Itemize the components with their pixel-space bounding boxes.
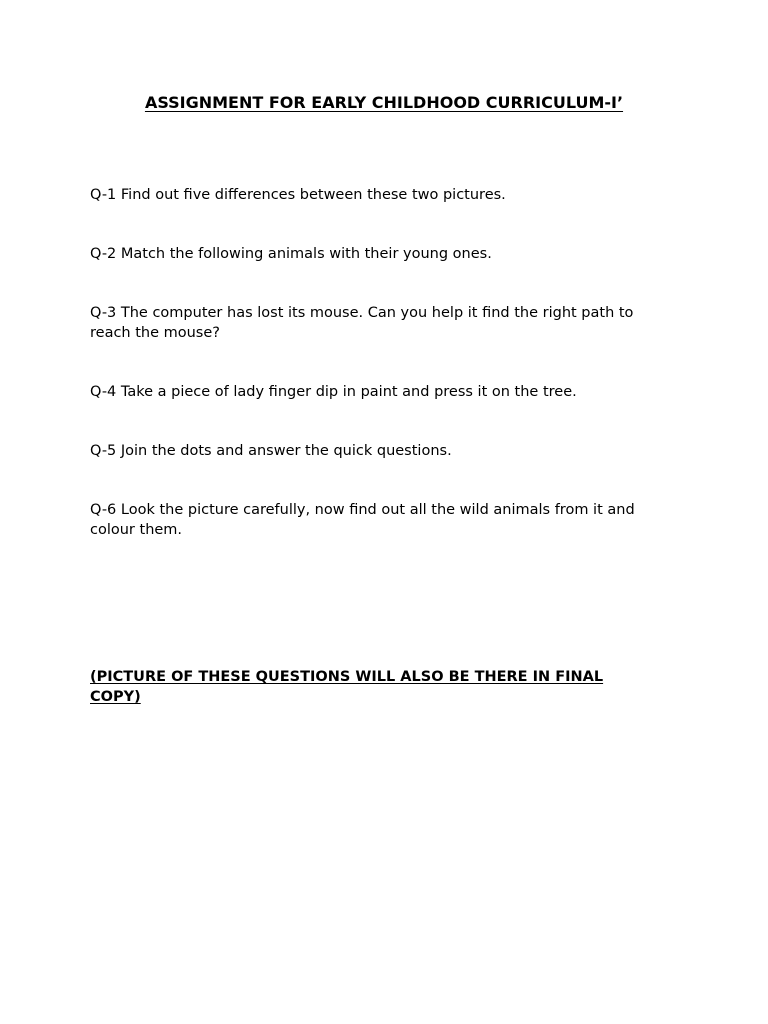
question-item-2: Q-2 Match the following animals with their young ones. [90, 246, 492, 262]
question-list [90, 185, 675, 579]
question-item-3: Q-3 The computer has lost its mouse. Can you help it find the right path to reach the mouse? [90, 305, 634, 341]
final-copy-note: (PICTURE OF THESE QUESTIONS WILL ALSO BE THERE IN FINAL COPY) [90, 669, 604, 705]
question-item-4: Q-4 Take a piece of lady finger dip in paint and press it on the tree. [90, 384, 577, 400]
question-item-1: Q-1 Find out five differences between these two pictures. [90, 187, 506, 203]
question-item-6: Q-6 Look the picture carefully, now find out all the wild animals from it and colour them. [90, 502, 635, 538]
question-item-5: Q-5 Join the dots and answer the quick questions. [90, 443, 452, 459]
page-title: ASSIGNMENT FOR EARLY CHILDHOOD CURRICULUM-I’ [144, 93, 624, 112]
